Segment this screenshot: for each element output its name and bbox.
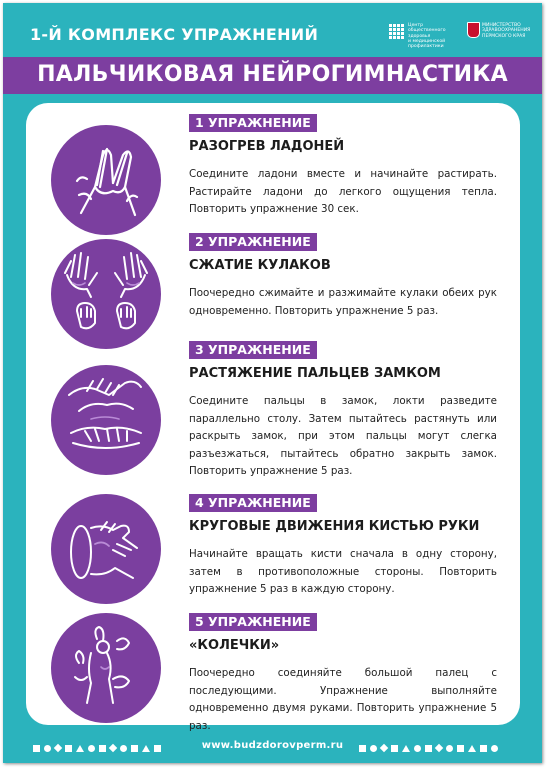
exercise-5-description: Поочередно соединяйте большой палец с последующими. Упражнение выполняйте одновременно двумя руками. Повторить упражнение 5 раз. <box>189 667 497 732</box>
wrist-rotation-icon <box>51 494 161 604</box>
exercise-1-title: РАЗОГРЕВ ЛАДОНЕЙ <box>189 139 345 154</box>
fingers-lock-icon <box>51 365 161 475</box>
title-banner <box>3 57 542 94</box>
fists-clench-icon <box>51 239 161 349</box>
exercise-4-title: КРУГОВЫЕ ДВИЖЕНИЯ КИСТЬЮ РУКИ <box>189 519 480 534</box>
ministry-logo-text: МИНИСТЕРСТВО ЗДРАВООХРАНЕНИЯ ПЕРМСКОГО КРАЯ <box>482 23 531 39</box>
exercise-5-title: «КОЛЕЧКИ» <box>189 638 280 653</box>
exercise-5-tag: 5 УПРАЖНЕНИЕ <box>189 613 317 631</box>
ministry-logo <box>467 22 529 52</box>
exercise-2-title: СЖАТИЕ КУЛАКОВ <box>189 258 331 273</box>
website-link[interactable]: www.budzdorovperm.ru <box>201 740 344 751</box>
crest-icon <box>467 22 480 38</box>
grid-logo-icon <box>389 24 403 38</box>
footer-decoration-right <box>359 743 498 753</box>
exercise-4-tag: 4 УПРАЖНЕНИЕ <box>189 494 317 512</box>
exercise-3-title: РАСТЯЖЕНИЕ ПАЛЬЦЕВ ЗАМКОМ <box>189 366 441 381</box>
poster <box>3 3 542 763</box>
finger-rings-icon <box>51 613 161 723</box>
exercise-2-tag: 2 УПРАЖНЕНИЕ <box>189 233 317 251</box>
public-health-center-logo-text: Центр общественного здоровья и медицинской профилактики <box>408 23 446 50</box>
poster-title: ПАЛЬЧИКОВАЯ НЕЙРОГИМНАСТИКА <box>37 62 508 87</box>
public-health-center-logo <box>389 23 457 51</box>
series-title: 1-Й КОМПЛЕКС УПРАЖНЕНИЙ <box>30 25 319 44</box>
exercises-card <box>26 103 520 732</box>
header-logos <box>389 19 529 55</box>
exercise-1-tag: 1 УПРАЖНЕНИЕ <box>189 114 317 132</box>
exercise-4-description: Начинайте вращать кисти сначала в одну сторону, затем в противоположные стороны. Повторить упражнение 5 раз в каждую сторону. <box>189 548 497 595</box>
exercise-1-description: Соедините ладони вместе и начинайте растирать. Растирайте ладони до легкого ощущения тепла. Повторить упражнение 30 сек. <box>189 168 497 215</box>
palms-rubbing-icon <box>51 125 161 235</box>
exercise-3-tag: 3 УПРАЖНЕНИЕ <box>189 341 317 359</box>
exercise-3-description: Соедините пальцы в замок, локти разведите параллельно столу. Затем пытайтесь растянуть или раскрыть замок, при этом пальцы могут слегка разъезжаться, пытайтесь обратно закрыть замок. Повторить упражнение 5 раз. <box>189 395 497 477</box>
exercise-2-description: Поочередно сжимайте и разжимайте кулаки обеих рук одновременно. Повторить упражнение 5 раз. <box>189 287 497 317</box>
